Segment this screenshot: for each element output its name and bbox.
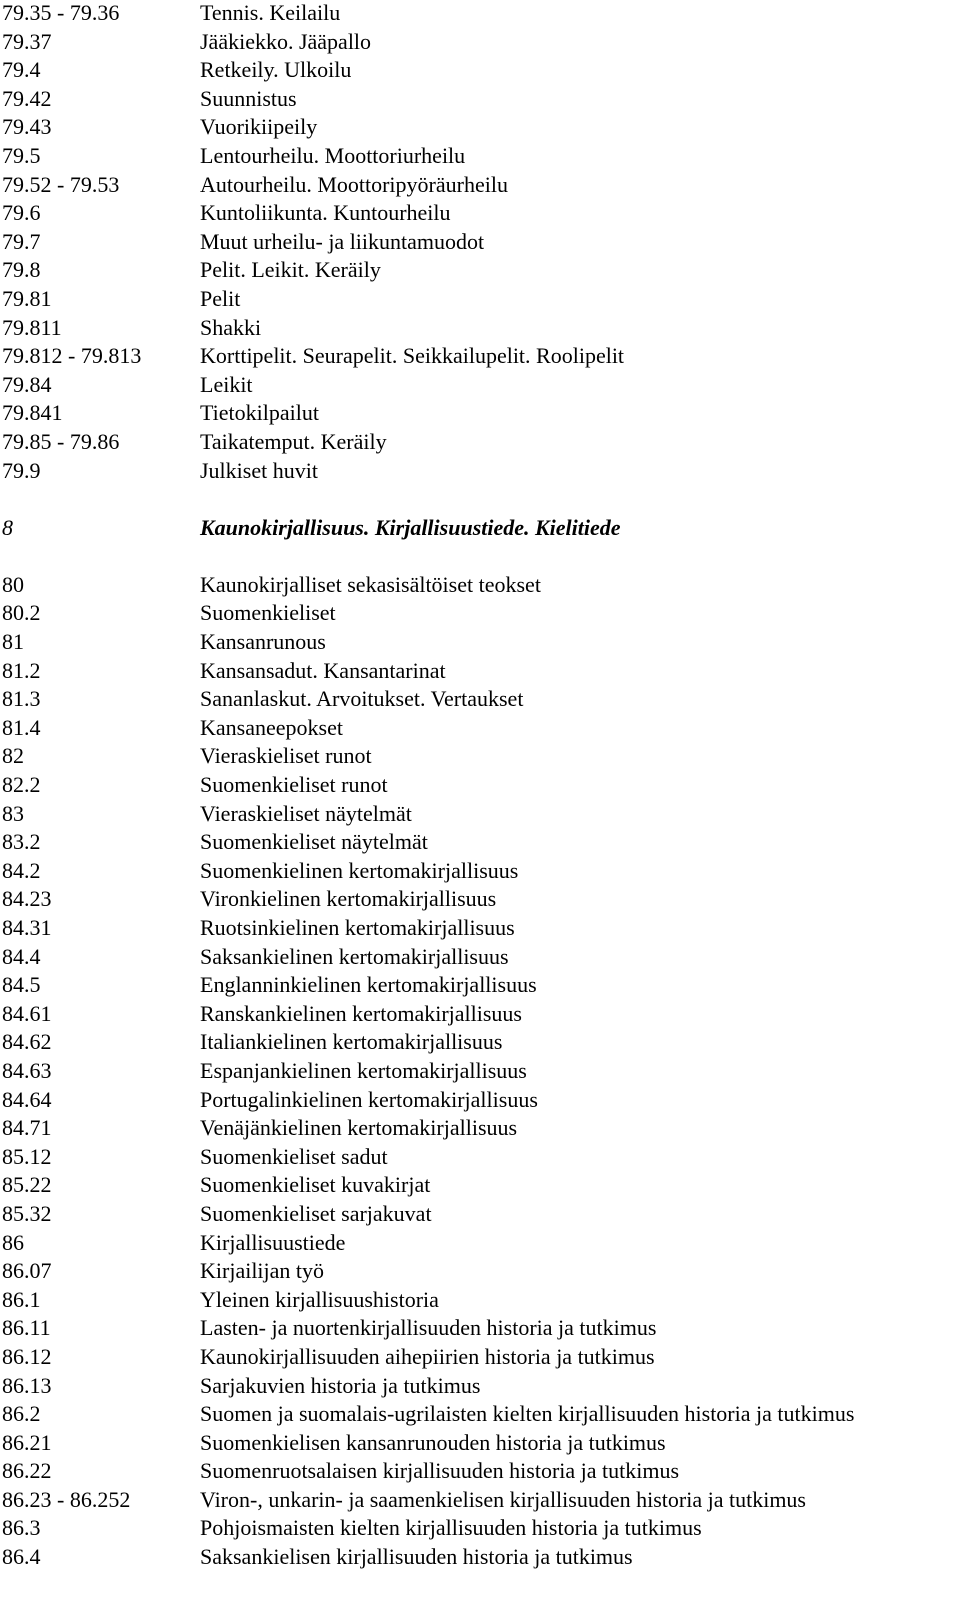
list-item [2,0,958,29]
list-item [2,772,958,801]
class-code: 83 [2,800,24,826]
class-label: Suomenkieliset näytelmät [200,829,428,855]
class-code: 79.7 [2,228,41,254]
class-label: Kaunokirjallisuuden aihepiirien historia ja tutkimus [200,1343,655,1369]
list-item [2,658,958,687]
class-label: Taikatemput. Keräily [200,428,387,454]
class-label: Saksankielinen kertomakirjallisuus [200,943,509,969]
class-label: Sananlaskut. Arvoitukset. Vertaukset [200,686,524,712]
class-label: Suunnistus [200,85,297,111]
section-literature [2,572,958,1573]
class-label: Suomenkielinen kertomakirjallisuus [200,857,519,883]
class-label: Kansansadut. Kansantarinat [200,657,446,683]
list-item [2,972,958,1001]
class-label: Italiankielinen kertomakirjallisuus [200,1029,503,1055]
list-item [2,715,958,744]
class-label: Vironkielinen kertomakirjallisuus [200,886,497,912]
list-item [2,315,958,344]
class-code: 86.1 [2,1286,41,1312]
class-label: Korttipelit. Seurapelit. Seikkailupelit. Roolipelit [200,343,625,369]
class-code: 85.12 [2,1143,52,1169]
class-label: Tennis. Keilailu [200,0,341,25]
list-item [2,114,958,143]
list-item [2,1315,958,1344]
class-code: 79.4 [2,57,41,83]
list-item [2,286,958,315]
class-code: 79.43 [2,114,52,140]
class-code: 86 [2,1229,24,1255]
class-label: Retkeily. Ulkoilu [200,57,352,83]
list-item [2,886,958,915]
class-label: Kansaneepokset [200,714,343,740]
class-label: Vuorikiipeily [200,114,318,140]
class-label: Suomenkieliset [200,600,336,626]
class-label: Suomenkielisen kansanrunouden historia ja tutkimus [200,1429,666,1455]
list-item [2,1230,958,1259]
list-item [2,686,958,715]
class-label: Ranskankielinen kertomakirjallisuus [200,1000,522,1026]
list-item [2,1172,958,1201]
list-item [2,1058,958,1087]
class-code: 81 [2,629,24,655]
section-sports-games [2,0,958,486]
class-code: 86.23 - 86.252 [2,1486,131,1512]
class-code: 79.81 [2,285,52,311]
class-label: Viron-, unkarin- ja saamenkielisen kirjallisuuden historia ja tutkimus [200,1486,806,1512]
class-code: 79.85 - 79.86 [2,428,120,454]
class-label: Ruotsinkielinen kertomakirjallisuus [200,915,515,940]
list-item [2,1001,958,1030]
list-item [2,1544,958,1573]
class-label: Kuntoliikunta. Kuntourheilu [200,200,451,226]
class-code: 80.2 [2,600,41,626]
list-item [2,57,958,86]
list-item [2,1087,958,1116]
class-label: Saksankielisen kirjallisuuden historia ja tutkimus [200,1544,633,1570]
class-label: Pelit [200,285,241,311]
class-label: Portugalinkielinen kertomakirjallisuus [200,1086,538,1112]
list-item [2,829,958,858]
list-item [2,858,958,887]
class-code: 86.12 [2,1343,52,1369]
class-label: Suomenkieliset sadut [200,1143,388,1169]
list-item [2,257,958,286]
heading-code: 8 [2,514,13,540]
list-item [2,29,958,58]
list-item [2,1515,958,1544]
class-label: Julkiset huvit [200,457,318,483]
list-item [2,1373,958,1402]
list-item [2,229,958,258]
list-item [2,458,958,487]
class-code: 84.64 [2,1086,52,1112]
class-code: 79.841 [2,400,63,426]
classification-list [2,0,958,1573]
class-label: Yleinen kirjallisuushistoria [200,1286,439,1312]
class-code: 81.4 [2,714,41,740]
class-label: Suomen ja suomalais-ugrilaisten kielten kirjallisuuden historia ja tutkimus [200,1401,855,1427]
list-item [2,1115,958,1144]
class-code: 84.71 [2,1115,52,1141]
class-code: 84.31 [2,915,52,940]
class-label: Muut urheilu- ja liikuntamuodot [200,228,485,254]
class-code: 86.11 [2,1315,51,1341]
list-item [2,743,958,772]
class-code: 86.13 [2,1372,52,1398]
class-code: 86.3 [2,1515,41,1541]
list-item [2,400,958,429]
class-label: Autourheilu. Moottoripyöräurheilu [200,171,508,197]
class-code: 84.2 [2,857,41,883]
class-code: 79.8 [2,257,41,283]
class-code: 79.6 [2,200,41,226]
class-code: 79.811 [2,314,62,340]
list-item [2,1401,958,1430]
class-code: 85.22 [2,1172,52,1198]
class-label: Espanjankielinen kertomakirjallisuus [200,1057,527,1083]
list-item [2,1201,958,1230]
class-label: Lasten- ja nuortenkirjallisuuden historia ja tutkimus [200,1315,657,1341]
class-label: Leikit [200,371,253,397]
heading-label: Kaunokirjallisuus. Kirjallisuustiede. Kielitiede [200,514,621,540]
list-item [2,1344,958,1373]
section-heading [2,515,958,544]
class-code: 81.2 [2,657,41,683]
class-label: Kirjailijan työ [200,1258,325,1284]
class-label: Kansanrunous [200,629,326,655]
class-label: Sarjakuvien historia ja tutkimus [200,1372,481,1398]
class-code: 82 [2,743,24,769]
class-label: Vieraskieliset näytelmät [200,800,412,826]
list-item [2,572,958,601]
class-code: 84.4 [2,943,41,969]
class-label: Shakki [200,314,262,340]
class-code: 86.2 [2,1401,41,1427]
list-item [2,200,958,229]
class-code: 84.5 [2,972,41,998]
class-code: 79.812 - 79.813 [2,343,142,369]
class-code: 79.5 [2,142,41,168]
class-code: 86.4 [2,1544,41,1570]
class-code: 84.62 [2,1029,52,1055]
list-item [2,1029,958,1058]
class-code: 86.07 [2,1258,52,1284]
class-code: 83.2 [2,829,41,855]
class-code: 79.42 [2,85,52,111]
list-item [2,372,958,401]
class-label: Kirjallisuustiede [200,1229,346,1255]
list-item [2,1144,958,1173]
list-item [2,915,958,944]
class-label: Suomenruotsalaisen kirjallisuuden historia ja tutkimus [200,1458,680,1484]
class-label: Jääkiekko. Jääpallo [200,28,372,54]
class-label: Englanninkielinen kertomakirjallisuus [200,972,537,998]
class-code: 84.61 [2,1000,52,1026]
class-label: Vieraskieliset runot [200,743,372,769]
list-item [2,1458,958,1487]
list-item [2,801,958,830]
list-item [2,944,958,973]
class-label: Suomenkieliset runot [200,772,388,798]
class-label: Suomenkieliset sarjakuvat [200,1200,432,1226]
list-item [2,1430,958,1459]
class-code: 79.35 - 79.36 [2,0,120,25]
class-label: Suomenkieliset kuvakirjat [200,1172,431,1198]
list-item [2,429,958,458]
list-item [2,143,958,172]
class-code: 85.32 [2,1200,52,1226]
class-code: 80 [2,571,24,597]
list-item [2,86,958,115]
list-item [2,1258,958,1287]
class-label: Tietokilpailut [200,400,319,426]
list-item [2,172,958,201]
class-label: Pohjoismaisten kielten kirjallisuuden historia ja tutkimus [200,1515,702,1541]
class-code: 79.37 [2,28,52,54]
class-label: Venäjänkielinen kertomakirjallisuus [200,1115,518,1141]
class-code: 81.3 [2,686,41,712]
list-item [2,600,958,629]
class-label: Kaunokirjalliset sekasisältöiset teokset [200,571,541,597]
class-code: 79.84 [2,371,52,397]
list-item [2,1487,958,1516]
list-item [2,343,958,372]
class-code: 84.63 [2,1057,52,1083]
list-item [2,1287,958,1316]
class-label: Lentourheilu. Moottoriurheilu [200,142,466,168]
class-code: 86.22 [2,1458,52,1484]
class-code: 84.23 [2,886,52,912]
class-code: 82.2 [2,772,41,798]
class-code: 86.21 [2,1429,52,1455]
class-code: 79.52 - 79.53 [2,171,120,197]
class-code: 79.9 [2,457,41,483]
list-item [2,629,958,658]
class-label: Pelit. Leikit. Keräily [200,257,381,283]
